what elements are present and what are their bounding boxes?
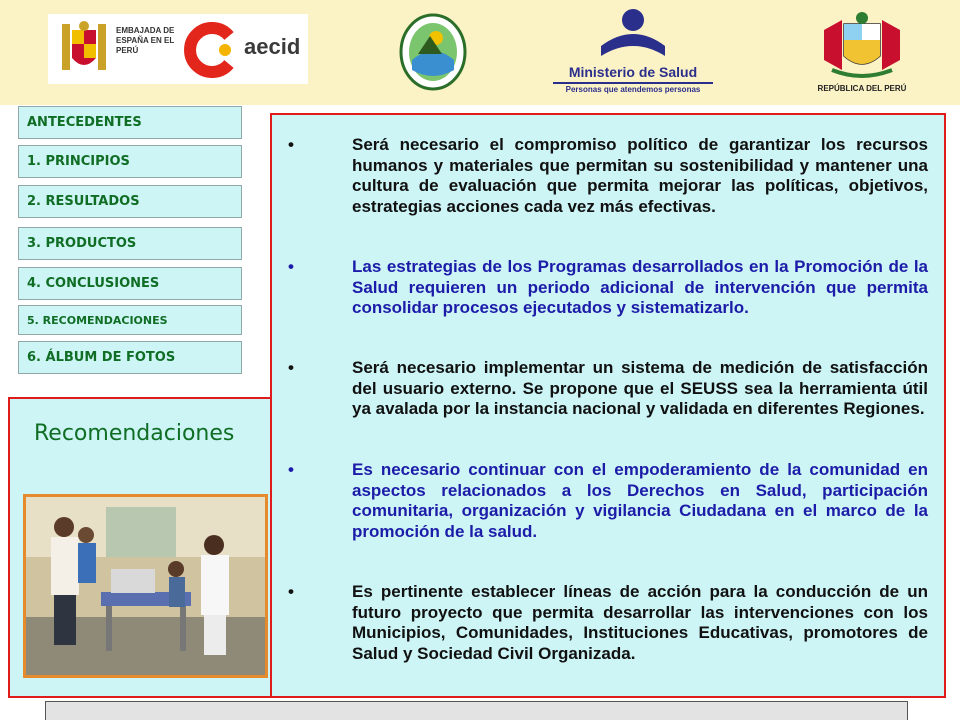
gobierno-regional-emblem-icon [398,12,468,92]
footer-bar [45,701,908,720]
recommendation-text: Será necesario implementar un sistema de medición de satisfacción del usuario externo. Se propone que el SEUSS sea la herramienta útil ya avalada por la instancia nacional y validada en diferentes Regiones. [352,358,928,418]
embajada-aecid-logo [48,14,308,84]
republica-del-peru-logo [808,10,916,96]
nav-antecedentes-button[interactable]: ANTECEDENTES [18,106,242,139]
peru-coat-of-arms-icon [808,10,916,82]
nav-recomendaciones-button[interactable]: 5. RECOMENDACIONES [18,305,242,335]
embajada-text: EMBAJADA DE ESPAÑA EN EL PERÚ [116,26,175,55]
minsa-slogan: Personas que atendemos personas [553,82,713,94]
recommendation-item [288,358,928,420]
recommendation-text: Es pertinente establecer líneas de acción para la conducción de un futuro proyecto que permita desarrollar las intervenciones con los Municipios, Comunidades, Instituciones Educativas, promotores de Salud y Sociedad Civil Organizada. [352,582,928,663]
recommendation-item [288,135,928,217]
recommendation-text: Es necesario continuar con el empoderamiento de la comunidad en aspectos relacionados a los Derechos en Salud, participación comunitaria, organización y vigilancia Ciudadana en el marco de la promoción de la salud. [352,460,928,541]
ministerio-de-salud-logo [553,6,713,98]
bullet-marker: • [288,582,294,601]
minsa-name: Ministerio de Salud [568,64,698,80]
recommendation-item [288,582,928,664]
recommendation-text: Será necesario el compromiso político de garantizar los recursos humanos y materiales que permitan su sostenibilidad y mantener una cultura de evaluación que permita mejorar las políticas, objetivos, estrategias acciones cada vez más efectivas. [352,135,928,216]
health-clinic-photo [23,494,268,678]
nav-resultados-button[interactable]: 2. RESULTADOS [18,185,242,218]
clinic-scene-image [26,497,265,675]
bullet-marker: • [288,460,294,479]
bullet-marker: • [288,135,294,154]
aecid-text: aecid [244,34,301,59]
nav-conclusiones-button[interactable]: 4. CONCLUSIONES [18,267,242,300]
recommendation-item [288,257,928,319]
header-banner [0,0,960,105]
spain-coat-of-arms-icon [58,20,110,78]
nav-principios-button[interactable]: 1. PRINCIPIOS [18,145,242,178]
nav-productos-button[interactable]: 3. PRODUCTOS [18,227,242,260]
bullet-marker: • [288,257,294,276]
recommendation-text: Las estrategias de los Programas desarrollados en la Promoción de la Salud requieren un periodo adicional de intervención que permita consolidar procesos ejecutados y sistematizarlo. [352,257,928,317]
recommendations-content-panel [270,113,946,698]
minsa-figure-icon [553,6,713,64]
section-panel [8,397,271,698]
bullet-marker: • [288,358,294,377]
section-title: Recomendaciones [34,421,235,446]
recommendation-item [288,460,928,542]
aecid-c-icon [183,22,239,78]
nav-album-de-fotos-button[interactable]: 6. ÁLBUM DE FOTOS [18,341,242,374]
peru-text: REPÚBLICA DEL PERÚ [817,84,907,93]
gobierno-regional-tumbes-logo [398,12,468,92]
